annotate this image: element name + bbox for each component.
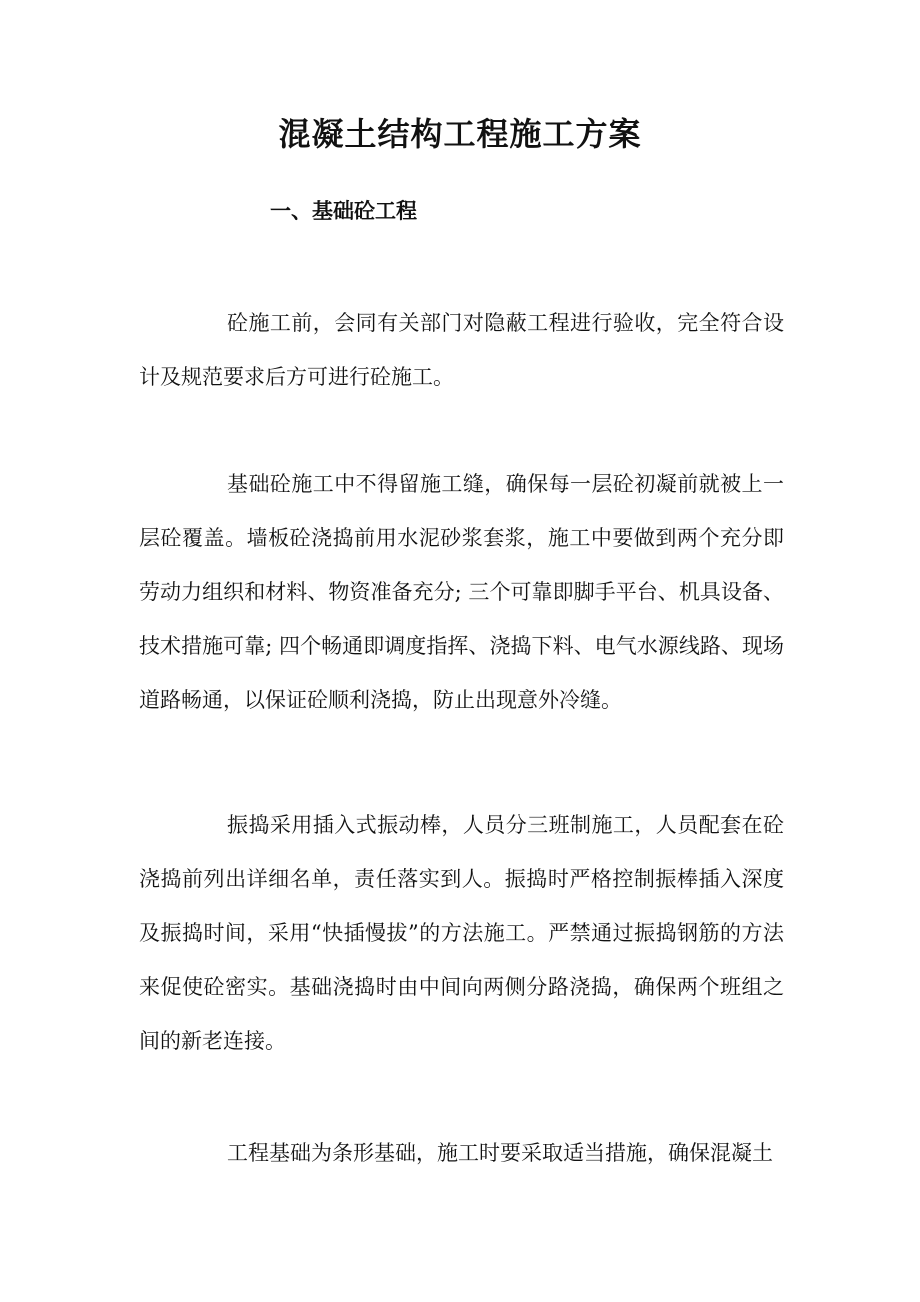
paragraph: 振捣采用插入式振动棒，人员分三班制施工，人员配套在砼浇捣前列出详细名单，责任落实到人。振捣时严格控制振棒插入深度及振捣时间，采用“快插慢拔”的方法施工。严禁通过振捣钢筋的方法来促使砼密实。基础浇捣时由中间向两侧分路浇捣，确保两个班组之间的新老连接。 (139, 813, 784, 1053)
paragraph: 工程基础为条形基础，施工时要采取适当措施，确保混凝土 (227, 1141, 773, 1165)
section-heading: 一、基础砼工程 (270, 198, 417, 223)
paragraph: 砼施工前，会同有关部门对隐蔽工程进行验收，完全符合设计及规范要求后方可进行砼施工。 (139, 311, 784, 389)
page-title: 混凝土结构工程施工方案 (278, 115, 642, 153)
paragraph: 基础砼施工中不得留施工缝，确保每一层砼初凝前就被上一层砼覆盖。墙板砼浇捣前用水泥砂浆套浆，施工中要做到两个充分即劳动力组织和材料、物资准备充分; 三个可靠即脚手平台、机具设备、技术措施可靠; 四个畅通即调度指挥、浇捣下料、电气水源线路、现场道路畅通，以保证砼顺利浇捣，防止出现意外冷缝。 (139, 472, 784, 712)
